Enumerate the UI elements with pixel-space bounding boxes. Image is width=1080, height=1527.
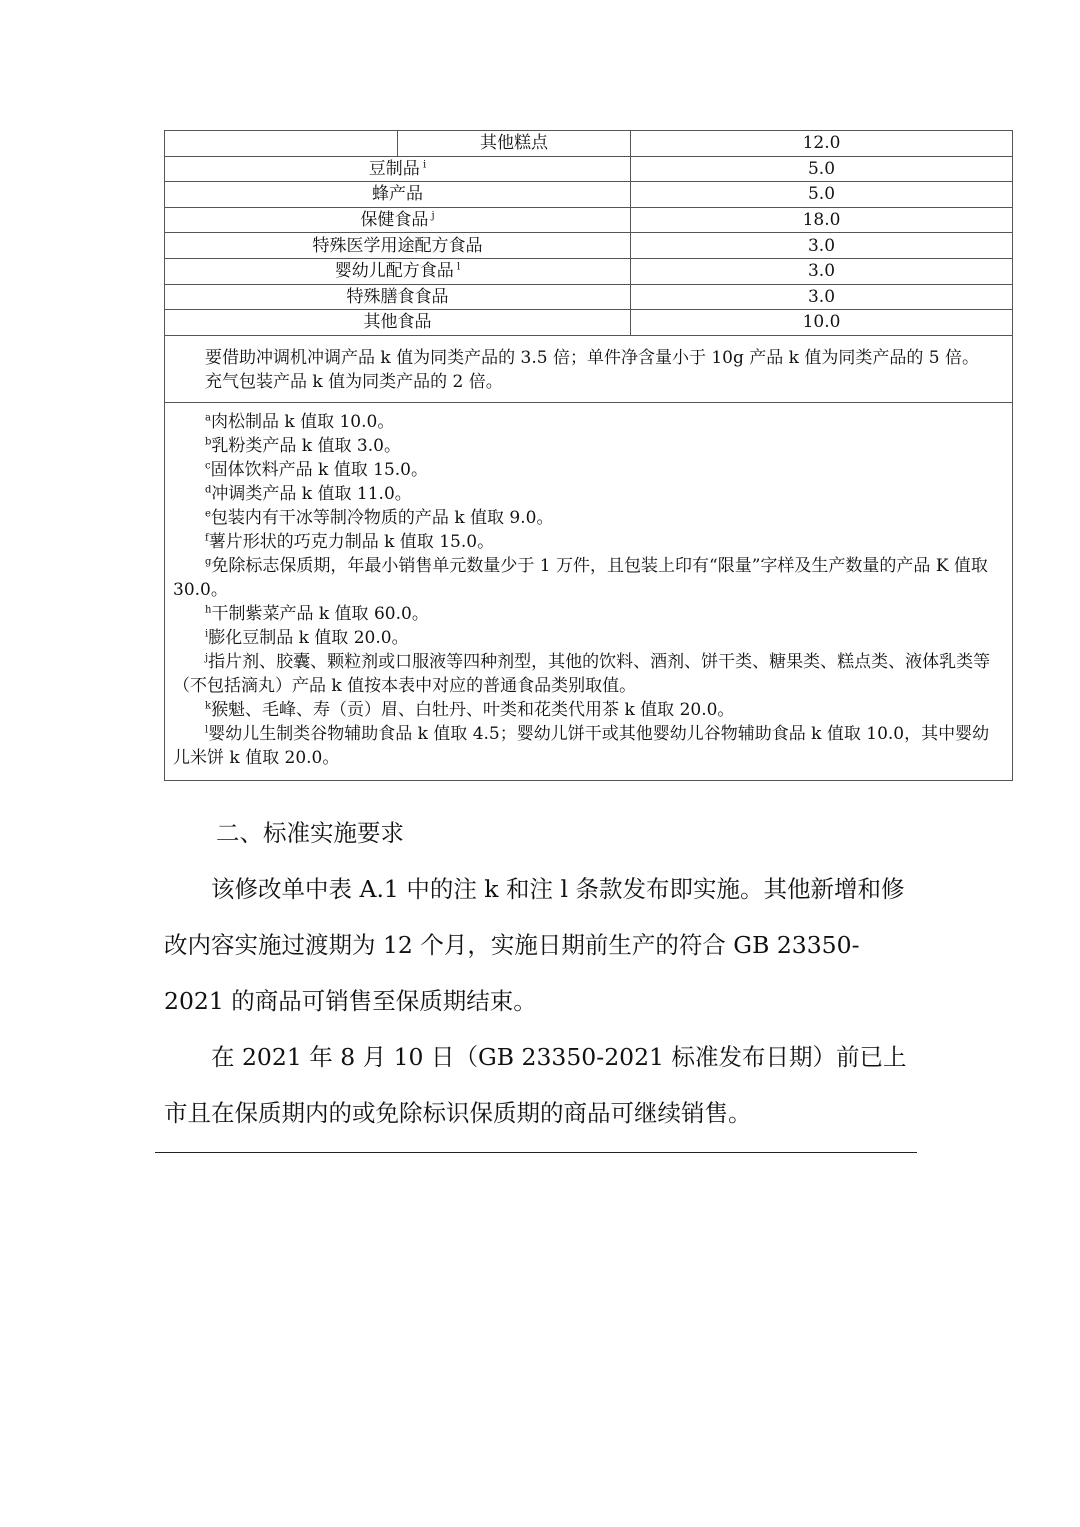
- food-category-name: 蜂产品: [372, 184, 423, 205]
- footnote: [173, 530, 1004, 554]
- table-row: [165, 310, 1013, 336]
- k-value-table-body: [165, 131, 1013, 781]
- footnote-mark: j: [205, 652, 209, 664]
- footnote-mark: h: [205, 604, 212, 616]
- food-category-cell: [165, 284, 631, 310]
- k-value-table: [164, 130, 1013, 781]
- footnote-mark: e: [205, 508, 211, 520]
- k-value-cell: 10.0: [631, 310, 1013, 336]
- footnote-mark: a: [205, 412, 211, 424]
- footnote: [173, 698, 1004, 722]
- footnote-text: 包装内有干冰等制冷物质的产品 k 值取 9.0。: [210, 507, 554, 528]
- footnote: [173, 650, 1004, 698]
- paragraph-text: 在 2021 年 8 月 10 日（GB 23350-2021 标准发布日期）前已上市且在保质期内的或免除标识保质期的商品可继续销售。: [164, 1043, 907, 1127]
- general-note: [165, 335, 1013, 402]
- footnote: [173, 482, 1004, 506]
- footnote: [173, 458, 1004, 482]
- footnote: [173, 434, 1004, 458]
- k-value-cell: 5.0: [631, 182, 1013, 208]
- food-category-cell: [165, 156, 631, 182]
- paragraph-implementation: [164, 861, 916, 1029]
- food-category-name: 婴幼儿配方食品: [334, 261, 454, 282]
- table-row: [165, 258, 1013, 284]
- table-row: [165, 156, 1013, 182]
- table-row: [165, 233, 1013, 259]
- food-category-name: 特殊膳食食品: [346, 286, 449, 307]
- table-row: [165, 182, 1013, 208]
- food-category-name: 特殊医学用途配方食品: [312, 235, 483, 256]
- food-category-cell: [165, 258, 631, 284]
- k-value-cell: 18.0: [631, 207, 1013, 233]
- k-value-cell: 5.0: [631, 156, 1013, 182]
- footnotes: [165, 402, 1013, 780]
- food-category-cell: [398, 131, 631, 157]
- footnote-text: 膨化豆制品 k 值取 20.0。: [208, 627, 409, 648]
- paragraph-text: 该修改单中表 A.1 中的注 k 和注 l 条款发布即实施。其他新增和修改内容实施过渡期为 12 个月，实施日期前生产的符合 GB 23350-2021 的商品可销售至保质期结束。: [164, 875, 905, 1015]
- footnote-text: 肉松制品 k 值取 10.0。: [210, 411, 395, 432]
- note-line: 要借助冲调机冲调产品 k 值为同类产品的 3.5 倍；单件净含量小于 10g 产品 k 值为同类产品的 5 倍。: [205, 347, 980, 368]
- table-row: [165, 207, 1013, 233]
- food-category-cell: [165, 207, 631, 233]
- footnote-text: 薯片形状的巧克力制品 k 值取 15.0。: [208, 531, 495, 552]
- k-value-cell: 12.0: [631, 131, 1013, 157]
- k-value-cell: 3.0: [631, 284, 1013, 310]
- footnote: [173, 602, 1004, 626]
- end-rule: [155, 1152, 917, 1153]
- k-value-cell: 3.0: [631, 233, 1013, 259]
- food-category-name: 保健食品: [360, 210, 429, 231]
- food-category-name: 豆制品: [368, 158, 420, 179]
- food-category-cell: [165, 182, 631, 208]
- footnote: [173, 410, 1004, 434]
- footnotes-row: [165, 402, 1013, 780]
- footnote-text: 指片剂、胶囊、颗粒剂或口服液等四种剂型，其他的饮料、酒剂、饼干类、糖果类、糕点类、液体乳类等（不包括滴丸）产品 k 值按本表中对应的普通食品类别取值。: [173, 651, 991, 696]
- table-row: [165, 284, 1013, 310]
- parent-category-cell: [165, 131, 398, 157]
- footnote-marker: l: [453, 261, 461, 273]
- footnote-marker: i: [419, 159, 427, 171]
- footnote-marker: j: [428, 210, 435, 222]
- footnote-mark: c: [205, 460, 211, 472]
- footnote-text: 婴幼儿生制类谷物辅助食品 k 值取 4.5；婴幼儿饼干或其他婴幼儿谷物辅助食品 k 值取 10.0，其中婴幼儿米饼 k 值取 20.0。: [173, 723, 990, 768]
- footnote: [173, 626, 1004, 650]
- footnote-text: 猴魁、毛峰、寿（贡）眉、白牡丹、叶类和花类代用茶 k 值取 20.0。: [211, 699, 735, 720]
- footnote: [173, 554, 1004, 602]
- k-value-cell: 3.0: [631, 258, 1013, 284]
- table-row: [165, 131, 1013, 157]
- footnote-text: 免除标志保质期，年最小销售单元数量少于 1 万件，且包装上印有“限量”字样及生产数量的产品 K 值取 30.0。: [173, 555, 988, 600]
- footnote-mark: d: [205, 484, 212, 496]
- footnote-text: 固体饮料产品 k 值取 15.0。: [210, 459, 428, 480]
- footnote: [173, 722, 1004, 770]
- footnote-text: 干制紫菜产品 k 值取 60.0。: [211, 603, 429, 624]
- note-line: 充气包装产品 k 值为同类产品的 2 倍。: [205, 371, 503, 392]
- footnote-mark: b: [205, 436, 212, 448]
- footnote-mark: k: [205, 700, 212, 712]
- section-title: 二、标准实施要求: [216, 819, 404, 847]
- food-category-name: 其他食品: [363, 312, 432, 333]
- general-note-row: [165, 335, 1013, 402]
- footnote-mark: g: [205, 556, 212, 568]
- footnote-mark: f: [205, 532, 209, 544]
- food-category-cell: [165, 310, 631, 336]
- paragraph-continued-sale: [164, 1029, 916, 1141]
- food-category-name: 其他糕点: [480, 133, 548, 154]
- footnote-text: 冲调类产品 k 值取 11.0。: [211, 483, 412, 504]
- food-category-cell: [165, 233, 631, 259]
- footnote-mark: l: [205, 724, 209, 736]
- footnote-mark: i: [205, 628, 209, 640]
- footnote-text: 乳粉类产品 k 值取 3.0。: [211, 435, 401, 456]
- footnote: [173, 506, 1004, 530]
